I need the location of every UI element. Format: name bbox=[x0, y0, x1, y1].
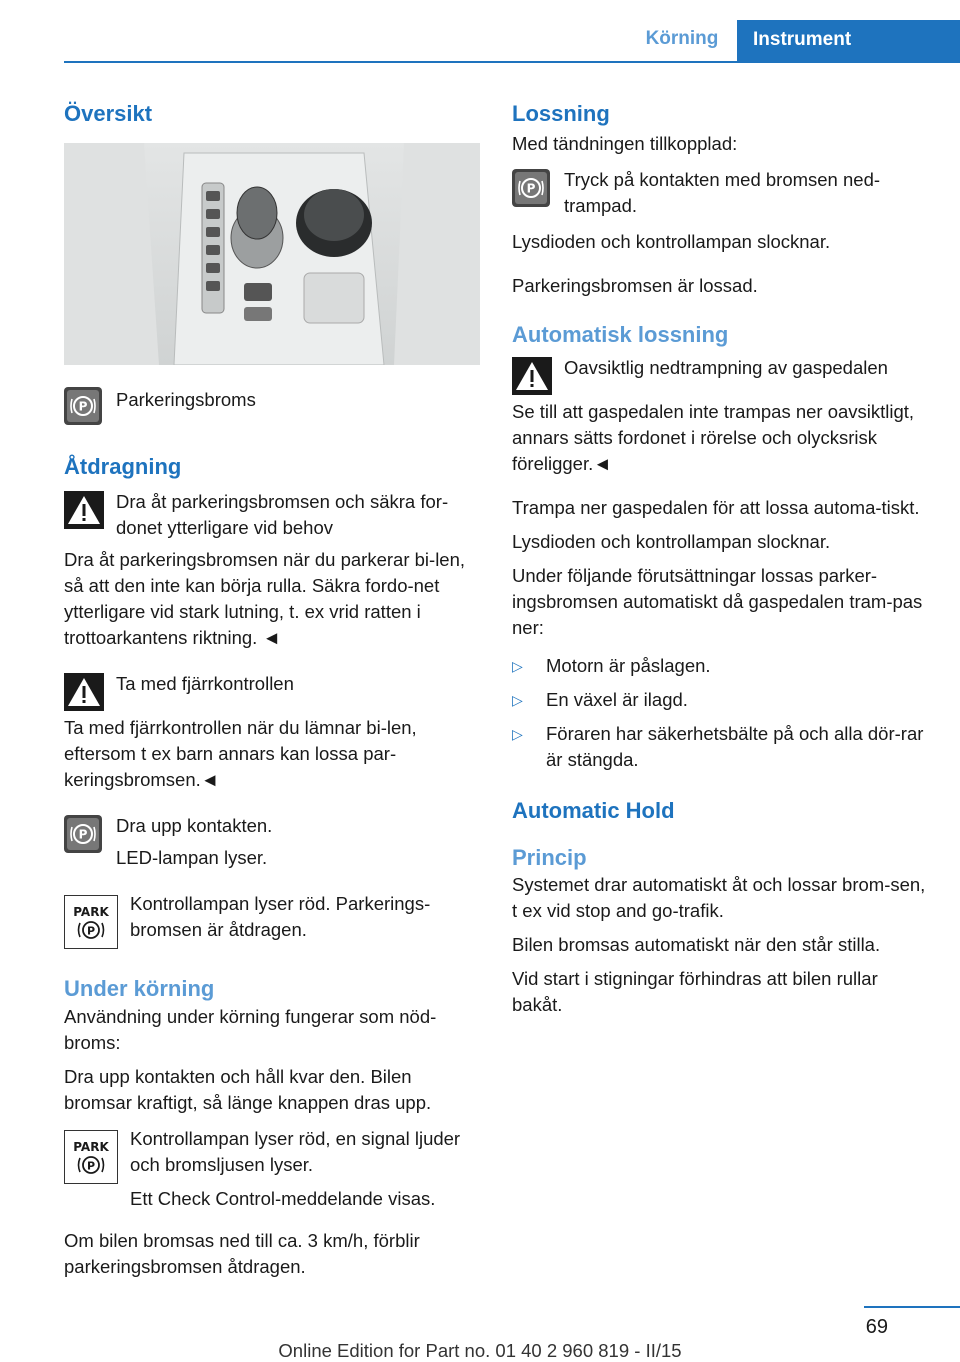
apply-heading: Åtdragning bbox=[64, 453, 182, 479]
driving-heading: Under körning bbox=[64, 976, 215, 1002]
photo-caption: Parkeringsbroms bbox=[116, 388, 256, 410]
park-label: PARK bbox=[73, 905, 109, 920]
triangle-bullet-icon: ▷ bbox=[512, 692, 523, 709]
warning-2-title: Ta med fjärrkontrollen bbox=[116, 673, 294, 695]
release-intro: Med tändningen tillkopplad: bbox=[512, 132, 738, 154]
left-column bbox=[64, 100, 480, 1280]
release-paragraph-1: Lysdioden och kontrollampan slocknar. bbox=[512, 230, 831, 252]
indicator-1 bbox=[64, 891, 480, 949]
parking-brake-switch-icon bbox=[512, 169, 550, 207]
driving-paragraph-2: Dra upp kontakten och håll kvar den. Bilen bromsar kraftigt, så länge knappen dras upp. bbox=[64, 1065, 432, 1113]
conditions-list bbox=[512, 653, 928, 773]
triangle-bullet-icon: ▷ bbox=[512, 726, 523, 743]
warning-3-title: Oavsiktlig nedtrampning av gaspedalen bbox=[564, 357, 888, 379]
warning-3-body: Se till att gaspedalen inte trampas ner oavsiktligt, annars sätts fordonet i rörelse och olycksrisk föreligger.◄ bbox=[512, 401, 915, 475]
principle-heading: Princip bbox=[512, 844, 587, 870]
pull-switch-step bbox=[64, 813, 480, 871]
driving-paragraph-1: Användning under körning fungerar som nöd-broms: bbox=[64, 1005, 437, 1053]
triangle-bullet-icon: ▷ bbox=[512, 658, 523, 675]
park-indicator-icon bbox=[64, 895, 118, 949]
park-label: PARK bbox=[73, 1139, 109, 1154]
driving-paragraph-3: Om bilen bromsas ned till ca. 3 km/h, förblir parkeringsbromsen åtdragen. bbox=[64, 1229, 420, 1277]
warning-icon bbox=[512, 357, 552, 395]
section-tab-korning: Körning bbox=[645, 28, 719, 49]
warning-1 bbox=[64, 489, 480, 541]
svg-text:P: P bbox=[78, 399, 88, 414]
release-step-text: Tryck på kontakten med bromsen ned-trampad. bbox=[564, 168, 881, 216]
indicator-2-line-1: Kontrollampan lyser röd, en signal ljuder och bromsljusen lyser. bbox=[130, 1127, 461, 1175]
caption-row bbox=[64, 385, 480, 425]
console-photo bbox=[64, 143, 480, 365]
pull-line-2: LED-lampan lyser. bbox=[116, 847, 268, 869]
warning-2 bbox=[64, 671, 480, 711]
warning-3 bbox=[512, 355, 928, 395]
release-heading: Lossning bbox=[512, 101, 610, 126]
principle-paragraph-3: Vid start i stigningar förhindras att bilen rullar bakåt. bbox=[512, 968, 878, 1016]
indicator-2 bbox=[64, 1126, 480, 1212]
warning-icon bbox=[64, 491, 104, 529]
principle-paragraph-2: Bilen bromsas automatiskt när den står stilla. bbox=[512, 934, 881, 956]
header-rule bbox=[64, 61, 960, 63]
auto-paragraph-2: Lysdioden och kontrollampan slocknar. bbox=[512, 531, 831, 553]
svg-text:P: P bbox=[526, 181, 536, 196]
automatic-hold-heading: Automatic Hold bbox=[512, 798, 675, 824]
warning-icon bbox=[64, 673, 104, 711]
warning-2-body: Ta med fjärrkontrollen när du lämnar bi-len, eftersom t ex barn annars kan lossa par-keringsbromsen.◄ bbox=[64, 717, 417, 791]
auto-release-heading: Automatisk lossning bbox=[512, 321, 729, 347]
list-item: ▷ En växel är ilagd. bbox=[512, 687, 928, 713]
section-tab-instrument: Instrument bbox=[737, 20, 960, 62]
indicator-2-line-2: Ett Check Control-meddelande visas. bbox=[130, 1187, 436, 1209]
parking-brake-switch-icon bbox=[64, 387, 102, 425]
park-indicator-icon bbox=[64, 1130, 118, 1184]
indicator-1-text: Kontrollampan lyser röd. Parkerings-bromsen är åtdragen. bbox=[130, 893, 431, 941]
release-paragraph-2: Parkeringsbromsen är lossad. bbox=[512, 274, 758, 296]
list-item: ▷ Motorn är påslagen. bbox=[512, 653, 928, 679]
pull-line-1: Dra upp kontakten. bbox=[116, 815, 273, 837]
edition-note: Online Edition for Part no. 01 40 2 960 819 - II/15 bbox=[278, 1340, 682, 1361]
warning-1-body: Dra åt parkeringsbromsen när du parkerar bi-len, så att den inte kan börja rulla. Säkra fordo-net ytterligare vid stark lutning, t. ex vrid ratten i trottoarkantens riktning. ◄ bbox=[64, 549, 466, 649]
parking-brake-switch-icon bbox=[64, 815, 102, 853]
svg-text:P: P bbox=[78, 827, 88, 842]
list-item: ▷ Föraren har säkerhetsbälte på och alla dör-rar är stängda. bbox=[512, 721, 928, 773]
right-column bbox=[512, 100, 928, 1018]
page-number: 69 bbox=[865, 1316, 888, 1338]
release-step bbox=[512, 167, 928, 219]
page-header bbox=[0, 0, 960, 62]
svg-text:P: P bbox=[86, 1159, 96, 1173]
footer-rule bbox=[864, 1306, 960, 1308]
warning-1-title: Dra åt parkeringsbromsen och säkra for-donet ytterligare vid behov bbox=[116, 491, 449, 539]
auto-paragraph-1: Trampa ner gaspedalen för att lossa automa-tiskt. bbox=[512, 497, 920, 519]
principle-paragraph-1: Systemet drar automatiskt åt och lossar brom-sen, t ex vid stop and go-trafik. bbox=[512, 874, 926, 922]
overview-heading: Översikt bbox=[64, 101, 153, 126]
auto-paragraph-3: Under följande förutsättningar lossas parker-ingsbromsen automatiskt då gaspedalen tram-pas ner: bbox=[512, 565, 923, 639]
svg-text:P: P bbox=[86, 924, 96, 938]
